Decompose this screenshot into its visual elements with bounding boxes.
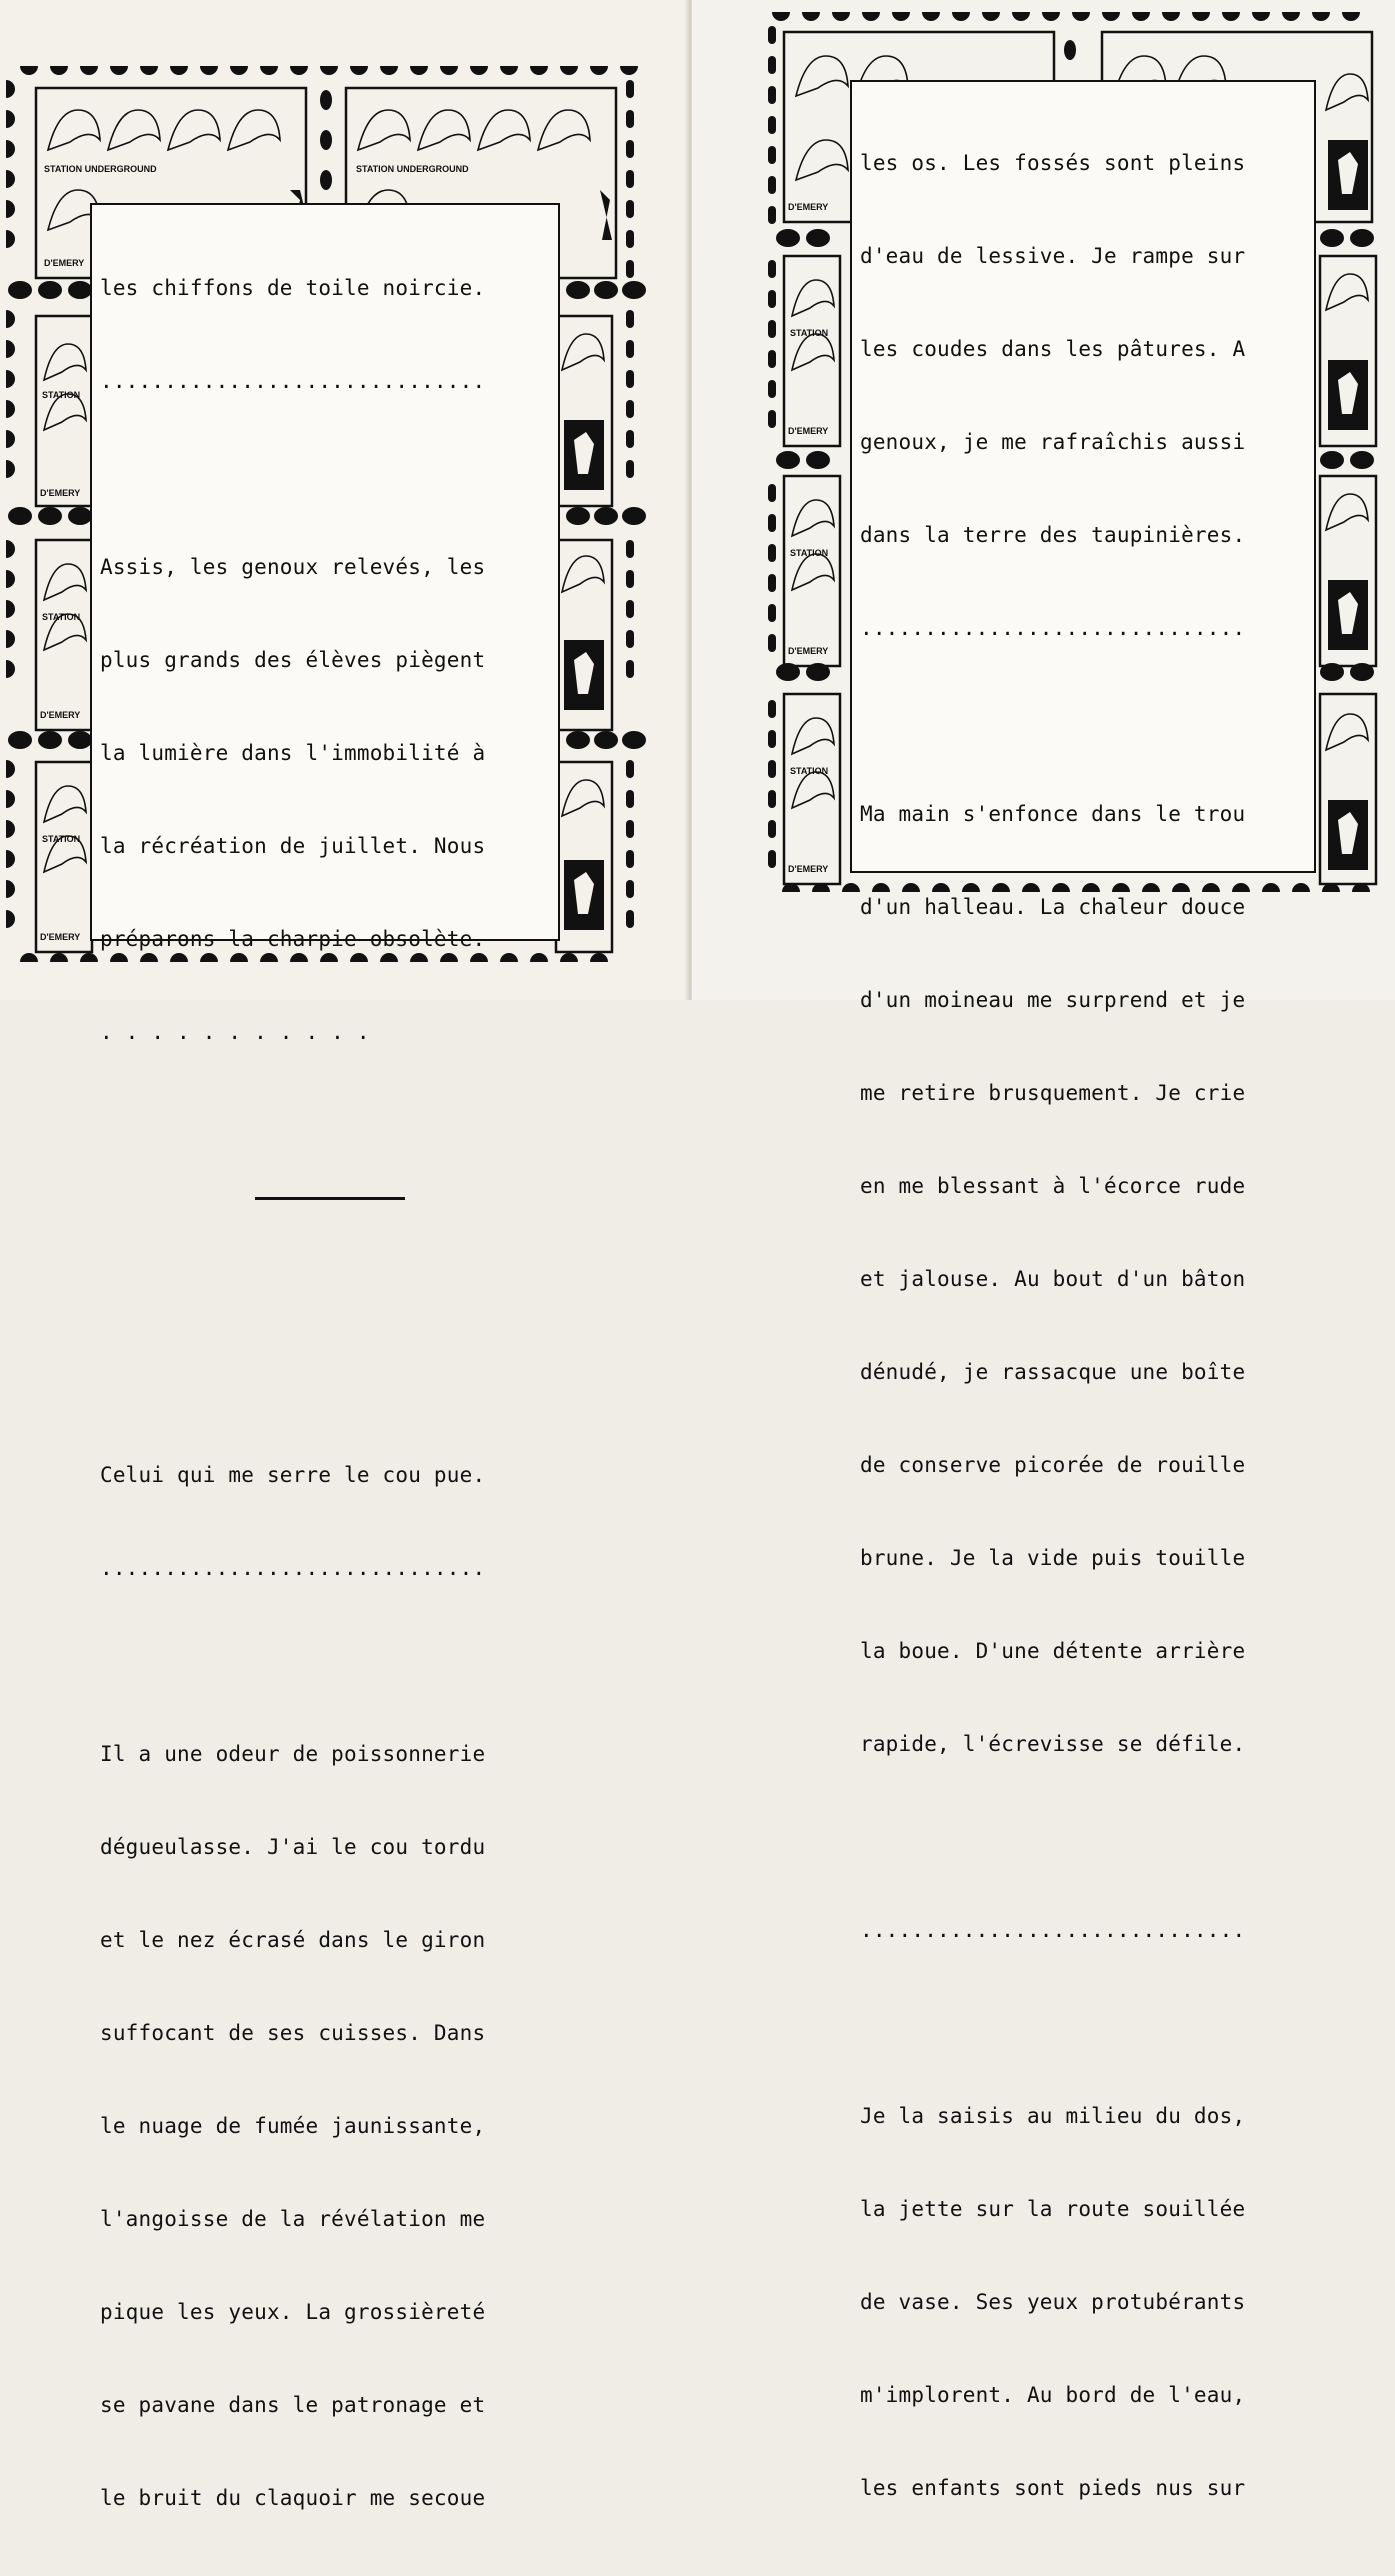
text-line: dans la terre des taupinières. [860,523,1246,547]
text-line: d'un halleau. La chaleur douce [860,895,1246,919]
text-line [100,1110,552,1141]
stamp-label-station: STATION [42,390,81,400]
text-line: et jalouse. Au bout d'un bâton [860,1267,1246,1291]
text-line [860,706,1308,737]
stamp-label-station: STATION [790,328,829,338]
stamp-label-artist: D'EMERY [788,202,829,212]
left-text-panel [90,203,560,2510]
dotted-separator: .............................. [100,1556,486,1580]
text-line: pique les yeux. La grossièreté [100,2300,486,2324]
stamp-label-station: STATION [42,834,81,844]
text-line: m'implorent. Au bord de l'eau, [860,2383,1246,2407]
text-line: Il a une odeur de poissonnerie [100,1742,486,1766]
text-line: les os. Les fossés sont pleins [860,151,1246,175]
text-line [100,459,552,490]
text-line [100,1646,552,1677]
text-line: d'un moineau me surprend et je [860,988,1246,1012]
text-line [100,1274,552,1305]
right-page [692,0,1395,2500]
text-line: Celui qui me serre le cou pue. [100,1463,486,1487]
text-line: préparons la charpie obsolète. [100,927,486,951]
text-line: la boue. D'une détente arrière [860,1639,1246,1663]
text-line: les coudes dans les pâtures. A [860,337,1246,361]
dotted-separator: . . . . . . . . . . . [100,1020,370,1044]
text-line: l'angoisse de la révélation me [100,2207,486,2231]
text-line: la jette sur la route souillée [860,2197,1246,2221]
text-line: genoux, je me rafraîchis aussi [860,430,1246,454]
text-line [860,1822,1308,1853]
stamp-label-artist: D'EMERY [40,488,81,498]
text-line: Ma main s'enfonce dans le trou [860,802,1246,826]
text-line: de conserve picorée de rouille [860,1453,1246,1477]
text-line: en me blessant à l'écorce rude [860,1174,1246,1198]
text-line: plus grands des élèves piègent [100,648,486,672]
dotted-separator: .............................. [100,369,486,393]
text-line: dénudé, je rassacque une boîte [860,1360,1246,1384]
stamp-label-artist: D'EMERY [44,258,85,268]
text-line: les enfants sont pieds nus sur [860,2476,1246,2500]
text-line [860,2008,1308,2039]
stamp-label-station: STATION [790,548,829,558]
text-line: et le nez écrasé dans le giron [100,1928,486,1952]
stamp-label-artist: D'EMERY [788,426,829,436]
text-line: se pavane dans le patronage et [100,2393,486,2417]
stamp-label-station: STATION [42,612,81,622]
stamp-label-artist: D'EMERY [788,646,829,656]
left-page [0,0,686,2510]
stamp-label-station: STATION UNDERGROUND [356,164,469,174]
text-line: la récréation de juillet. Nous [100,834,486,858]
stamp-label-artist: D'EMERY [40,710,81,720]
text-line: dégueulasse. J'ai le cou tordu [100,1835,486,1859]
dotted-separator: .............................. [860,1918,1246,1942]
text-line: Je la saisis au milieu du dos, [860,2104,1246,2128]
text-line: le bruit du claquoir me secoue [100,2486,486,2510]
stamp-label-station: STATION [790,766,829,776]
dotted-separator: .............................. [860,616,1246,640]
text-line: suffocant de ses cuisses. Dans [100,2021,486,2045]
text-line: me retire brusquement. Je crie [860,1081,1246,1105]
text-line: Assis, les genoux relevés, les [100,555,486,579]
text-line: le nuage de fumée jaunissante, [100,2114,486,2138]
text-line: d'eau de lessive. Je rampe sur [860,244,1246,268]
text-line: rapide, l'écrevisse se défile. [860,1732,1246,1756]
stamp-label-station: STATION UNDERGROUND [44,164,157,174]
stamp-label-artist: D'EMERY [40,932,81,942]
text-line [100,1367,552,1398]
section-rule [255,1197,405,1200]
text-line: brune. Je la vide puis touille [860,1546,1246,1570]
text-line: la lumière dans l'immobilité à [100,741,486,765]
right-text-panel [850,80,1316,2500]
stamp-label-artist: D'EMERY [788,864,829,874]
text-line: les chiffons de toile noircie. [100,276,486,300]
text-line: de vase. Ses yeux protubérants [860,2290,1246,2314]
